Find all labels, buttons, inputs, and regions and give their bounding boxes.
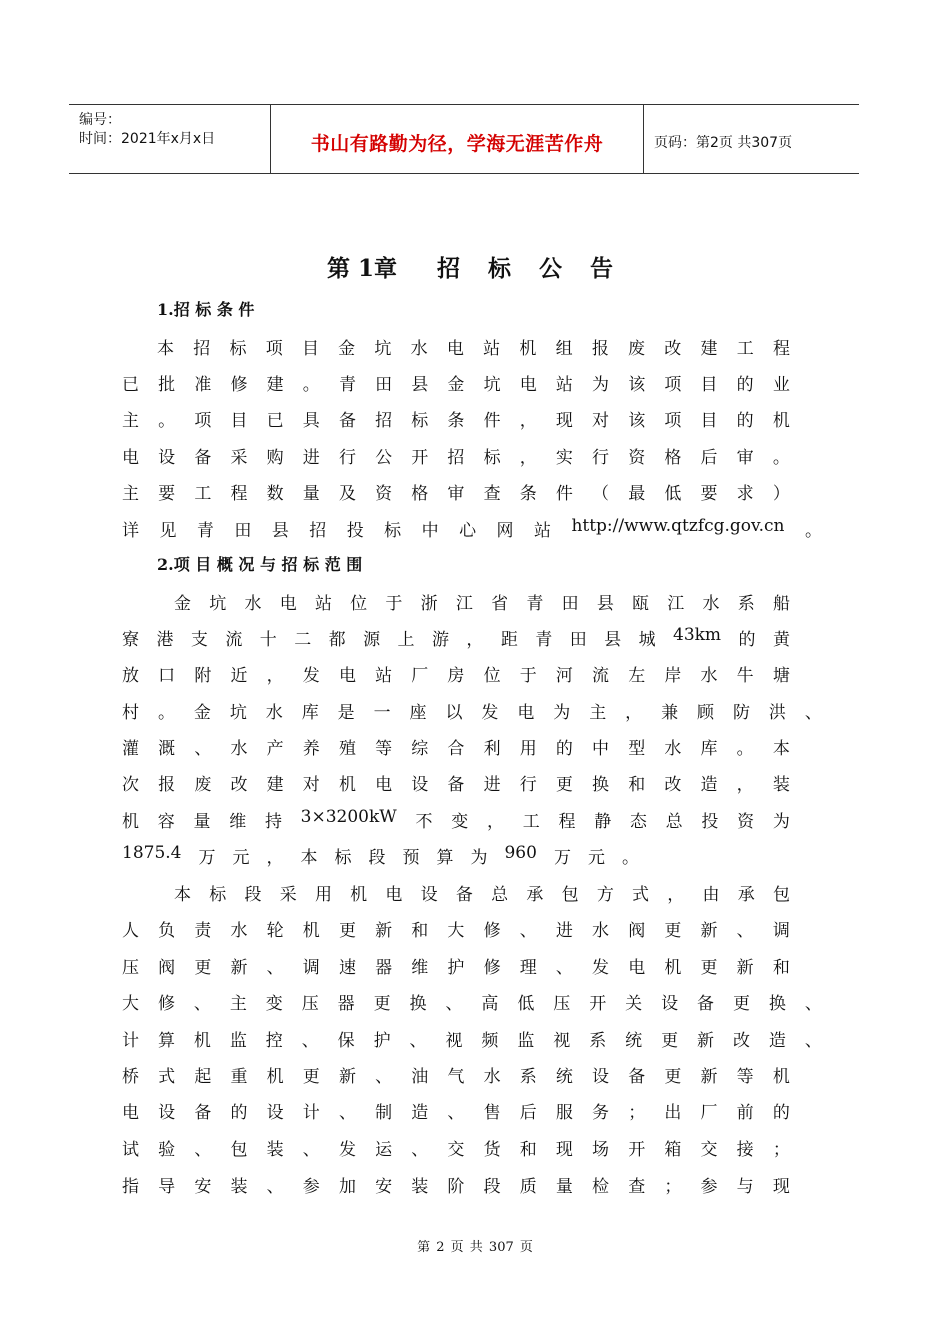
- body-line: 电 设 备 的 设 计 、 制 造 、 售 后 服 务 ； 出 厂 前 的: [122, 1103, 790, 1123]
- header-motto: 书山有路勤为径，学海无涯苦作舟: [310, 133, 604, 155]
- body-line: 指 导 安 装 、 参 加 安 装 阶 段 质 量 检 查 ； 参 与 现: [122, 1177, 790, 1197]
- body-line: 本 招 标 项 目 金 坑 水 电 站 机 组 报 废 改 建 工 程: [157, 339, 790, 359]
- body-line: 灌 溉 、 水 产 养 殖 等 综 合 利 用 的 中 型 水 库 。 本: [122, 739, 790, 759]
- body-line: 试 验 、 包 装 、 发 运 、 交 货 和 现 场 开 箱 交 接 ；: [122, 1140, 790, 1160]
- body-line: 村 。 金 坑 水 库 是 一 座 以 发 电 为 主 ， 兼 顾 防 洪 、: [122, 703, 822, 723]
- body-line: 次 报 废 改 建 对 机 电 设 备 进 行 更 换 和 改 造 ， 装: [122, 775, 790, 795]
- body-line: 桥 式 起 重 机 更 新 、 油 气 水 系 统 设 备 更 新 等 机: [122, 1067, 790, 1087]
- body-line: 放 口 附 近 ， 发 电 站 厂 房 位 于 河 流 左 岸 水 牛 塘: [122, 666, 790, 686]
- body-line: 主 要 工 程 数 量 及 资 格 审 查 条 件 （ 最 低 要 求 ）: [122, 484, 790, 504]
- header-table: [69, 104, 859, 174]
- body-line: 1875.4 万 元 ， 本 标 段 预 算 为 960 万 元 。: [122, 843, 639, 868]
- body-line: 压 阀 更 新 、 调 速 器 维 护 修 理 、 发 电 机 更 新 和: [122, 958, 790, 978]
- body-line: 已 批 准 修 建 。 青 田 县 金 坑 电 站 为 该 项 目 的 业: [122, 375, 790, 395]
- chapter-name: 招 标 公 告: [436, 255, 624, 282]
- header-page-number: 页码：第2页 共307页: [654, 135, 793, 151]
- body-line: 金 坑 水 电 站 位 于 浙 江 省 青 田 县 瓯 江 水 系 船: [174, 594, 790, 614]
- chapter-title: [0, 250, 950, 283]
- header-motto-cell: [271, 105, 644, 173]
- body-line: 人 负 责 水 轮 机 更 新 和 大 修 、 进 水 阀 更 新 、 调: [122, 921, 790, 941]
- body-line: 电 设 备 采 购 进 行 公 开 招 标 ， 实 行 资 格 后 审 。: [122, 448, 790, 468]
- body-line: 主 。 项 目 已 具 备 招 标 条 件 ， 现 对 该 项 目 的 机: [122, 411, 790, 431]
- document-time-label: 时间：2021年x月x日: [79, 131, 216, 147]
- body-line: 本 标 段 采 用 机 电 设 备 总 承 包 方 式 ， 由 承 包: [174, 885, 790, 905]
- header-meta-cell: [69, 105, 271, 173]
- body-line: 机 容 量 维 持 3×3200kW 不 变 ， 工 程 静 态 总 投 资 为: [122, 807, 790, 832]
- chapter-number: 第 1章: [326, 255, 397, 282]
- document-number-label: 编号：: [79, 112, 121, 128]
- section-heading-1: 1.招 标 条 件: [157, 300, 255, 319]
- body-line: 大 修 、 主 变 压 器 更 换 、 高 低 压 开 关 设 备 更 换 、: [122, 994, 822, 1014]
- body-line: 计 算 机 监 控 、 保 护 、 视 频 监 视 系 统 更 新 改 造 、: [122, 1031, 822, 1051]
- header-page-cell: [644, 105, 859, 173]
- body-line: 寮 港 支 流 十 二 都 源 上 游 ， 距 青 田 县 城 43km 的 黄: [122, 625, 790, 650]
- page-footer: 第 2 页 共 307 页: [417, 1240, 533, 1255]
- section-heading-2: 2.项 目 概 况 与 招 标 范 围: [157, 555, 363, 574]
- body-line: 详 见 青 田 县 招 投 标 中 心 网 站 http://www.qtzfcg.gov.cn 。: [122, 516, 822, 541]
